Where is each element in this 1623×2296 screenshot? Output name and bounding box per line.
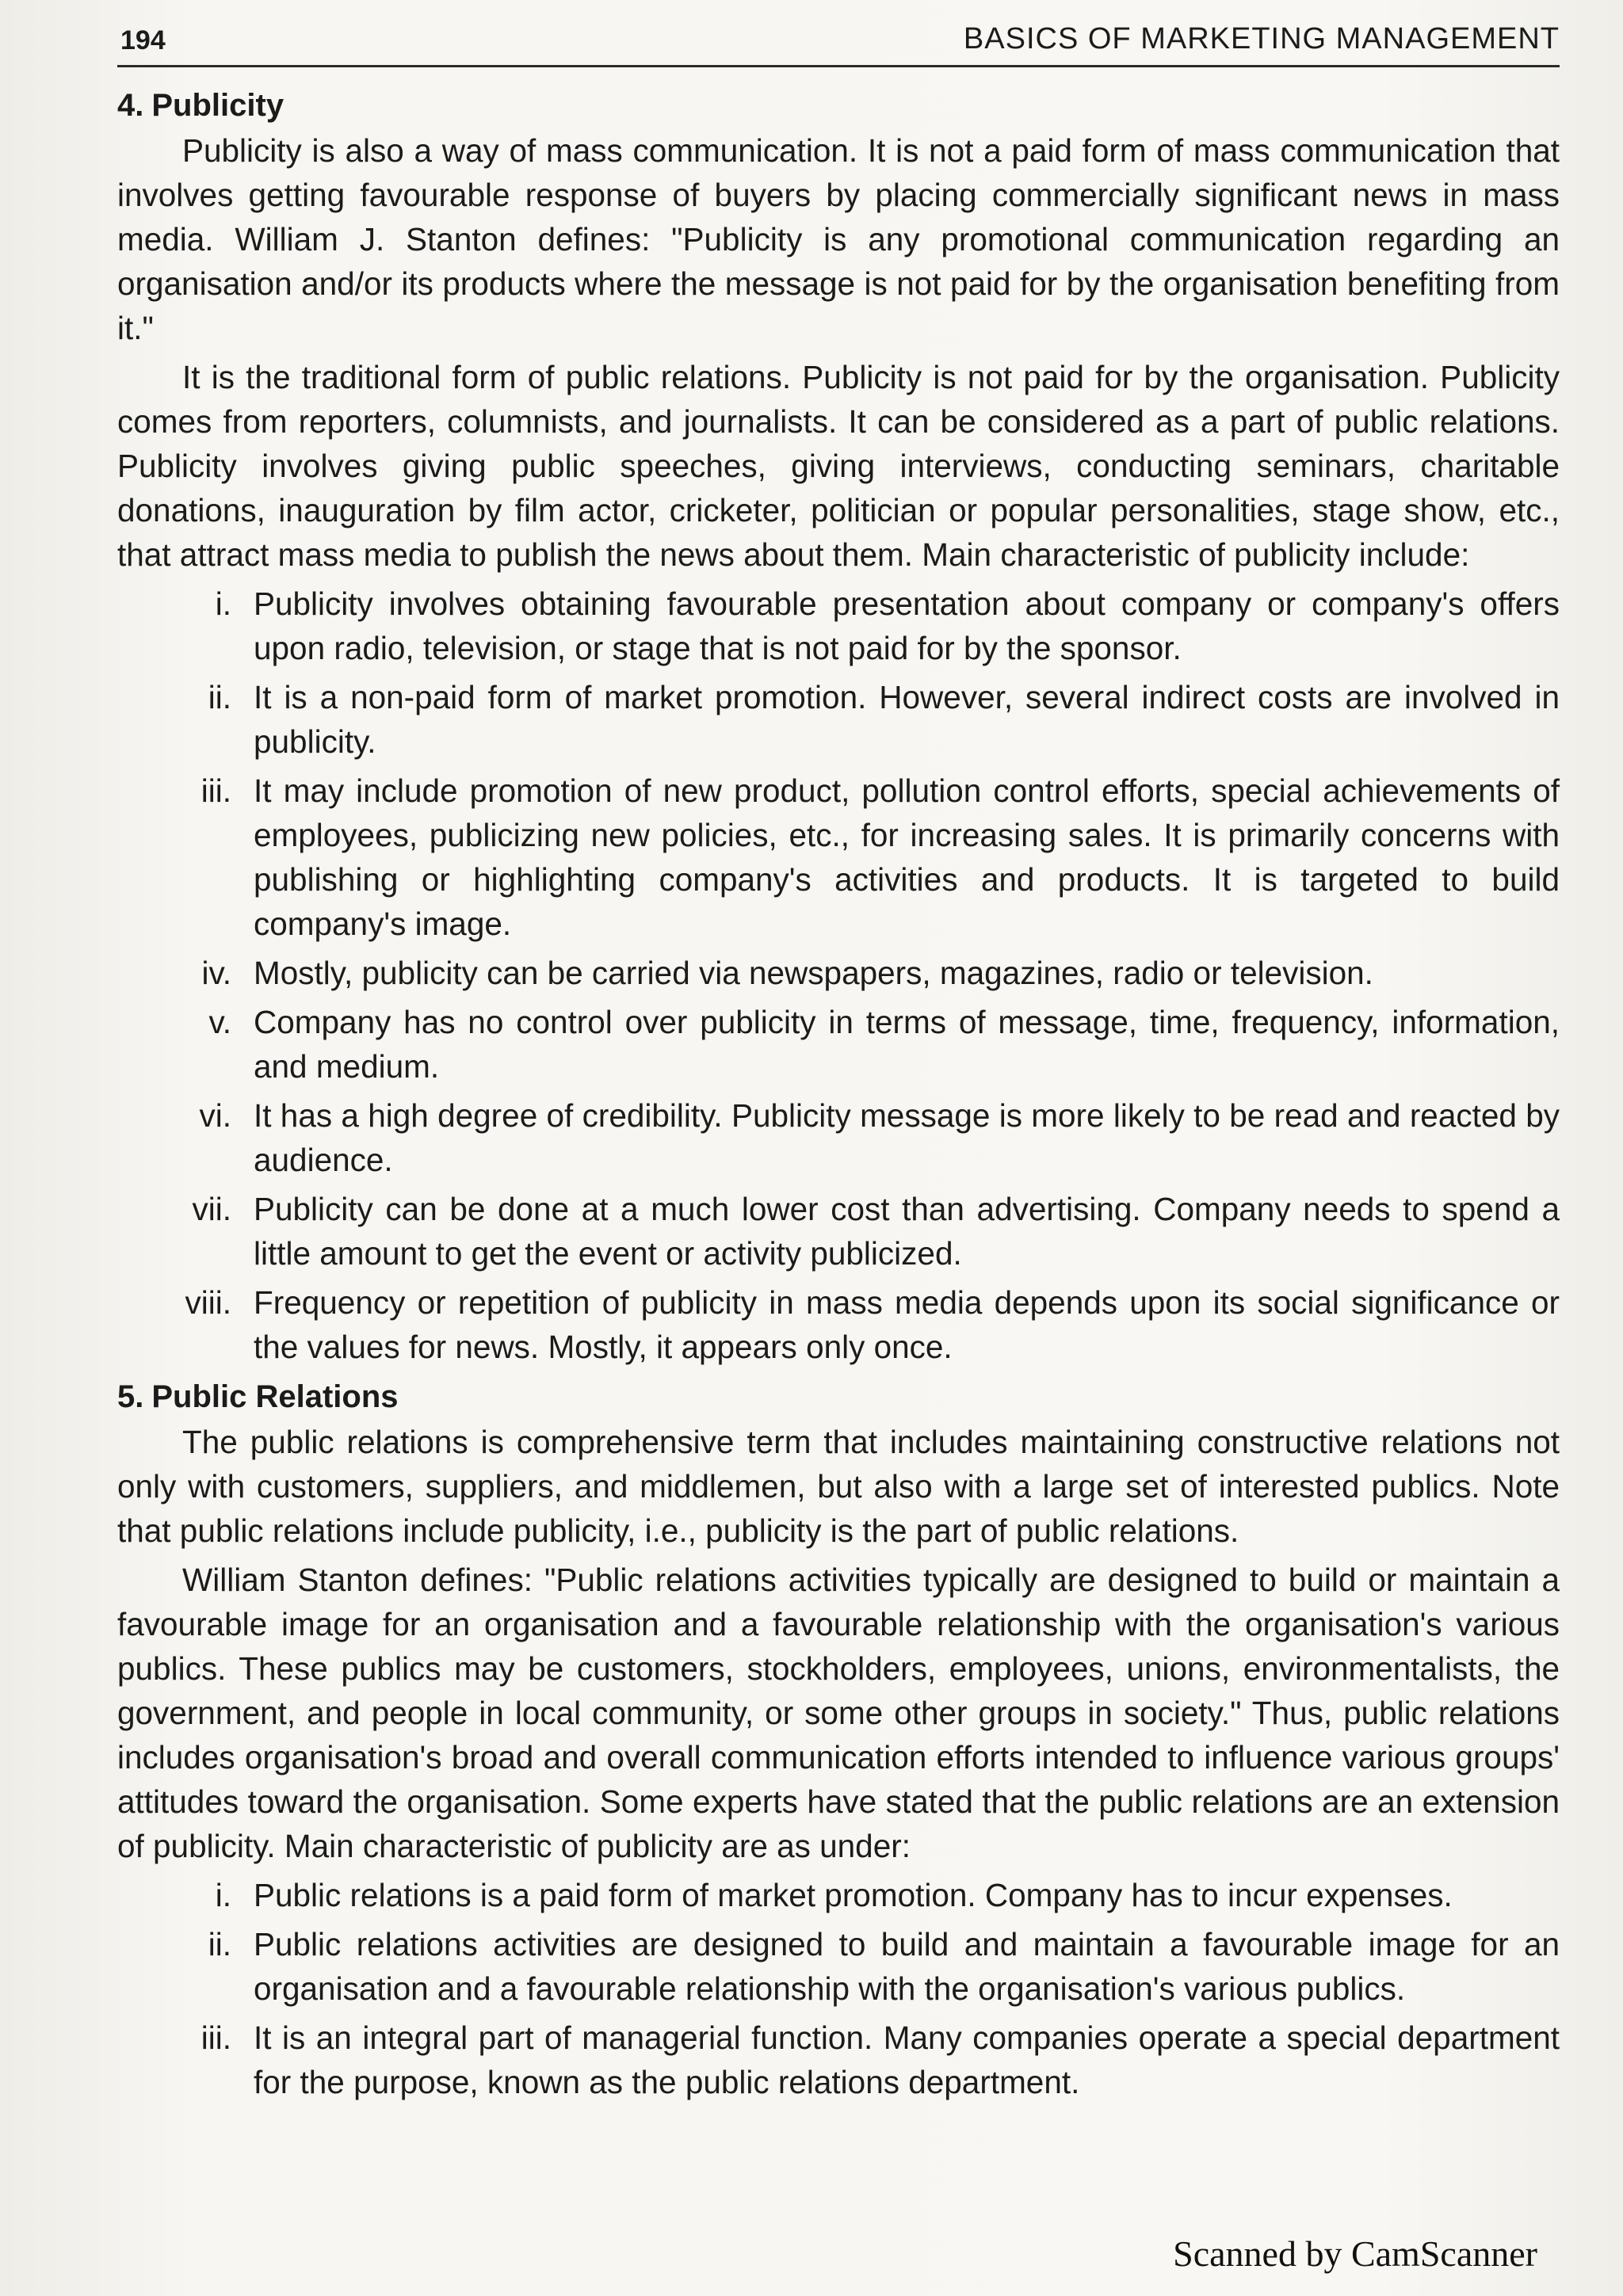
- item-number: vii.: [192, 1191, 231, 1227]
- item-number: viii.: [185, 1284, 231, 1321]
- paragraph: It is the traditional form of public relations. Publicity is not paid for by the organisation. Publicity comes from reporters, columnists, and journalists. It can be considered as a part of public relations. Publicity involves giving public speeches, giving interviews, conducting seminars, charitable donations, inauguration by film actor, cricketer, politician or popular personalities, stage show, etc., that attract mass media to publish the news about them. Main characteristic of publicity include:: [117, 359, 1560, 573]
- paragraph: Publicity is also a way of mass communication. It is not a paid form of mass communication that involves getting favourable response of buyers by placing commercially significant news in mass media. William J. Stanton defines: "Publicity is any promotional communication regarding an organisation and/or its products where the message is not paid for by the organisation benefiting from it.": [117, 132, 1560, 346]
- list-item: [117, 1922, 1560, 2011]
- section-number: 5.: [117, 1379, 144, 1414]
- item-number: vi.: [199, 1097, 231, 1134]
- item-number: ii.: [208, 1926, 231, 1962]
- list-item: [117, 1873, 1560, 1917]
- item-text: It may include promotion of new product, pollution control efforts, special achievements of employees, publicizing new policies, etc., for increasing sales. It is primarily concerns with publishing or highlighting company's activities and products. It is targeted to build company's image.: [254, 772, 1560, 942]
- item-text: Frequency or repetition of publicity in mass media depends upon its social significance or the values for news. Mostly, it appears only once.: [254, 1284, 1560, 1365]
- item-number: i.: [215, 1877, 231, 1913]
- page-number: 194: [120, 25, 166, 55]
- public-relations-characteristics-list: [117, 1873, 1560, 2104]
- item-text: It has a high degree of credibility. Publicity message is more likely to be read and reacted by audience.: [254, 1097, 1560, 1178]
- item-text: It is an integral part of managerial function. Many companies operate a special department for the purpose, known as the public relations department.: [254, 2019, 1560, 2100]
- paragraph: The public relations is comprehensive term that includes maintaining constructive relations not only with customers, suppliers, and middlemen, but also with a large set of interested publics. Note that public relations include publicity, i.e., publicity is the part of public relations.: [117, 1424, 1560, 1549]
- paragraph: William Stanton defines: "Public relations activities typically are designed to build or maintain a favourable image for an organisation and a favourable relationship with the organisation's various publics. These publics may be customers, stockholders, employees, unions, environmentalists, the government, and people in local community, or some other groups in society." Thus, public relations includes organisation's broad and overall communication efforts intended to influence various groups' attitudes toward the organisation. Some experts have stated that the public relations are an extension of publicity. Main characteristic of publicity are as under:: [117, 1562, 1560, 1864]
- running-head: BASICS OF MARKETING MANAGEMENT: [963, 22, 1560, 55]
- scanner-watermark: Scanned by CamScanner: [1173, 2233, 1537, 2274]
- item-text: Mostly, publicity can be carried via newspapers, magazines, radio or television.: [254, 955, 1373, 991]
- item-text: Publicity can be done at a much lower cost than advertising. Company needs to spend a little amount to get the event or activity publicized.: [254, 1191, 1560, 1272]
- page-content: [117, 82, 1560, 2109]
- list-item: [117, 1093, 1560, 1182]
- list-item: [117, 2016, 1560, 2104]
- item-text: Public relations activities are designed to build and maintain a favourable image for an organisation and a favourable relationship with the organisation's various publics.: [254, 1926, 1560, 2007]
- section-number: 4.: [117, 88, 144, 123]
- item-number: iii.: [200, 772, 231, 809]
- item-number: v.: [208, 1004, 231, 1040]
- item-number: iv.: [201, 955, 231, 991]
- item-text: Public relations is a paid form of market promotion. Company has to incur expenses.: [254, 1877, 1453, 1913]
- section-heading-public-relations: [117, 1374, 1560, 1420]
- item-number: i.: [215, 585, 231, 622]
- list-item: [117, 1187, 1560, 1276]
- list-item: [117, 1280, 1560, 1369]
- list-item: [117, 675, 1560, 764]
- list-item: [117, 951, 1560, 995]
- section-heading-publicity: [117, 82, 1560, 128]
- list-item: [117, 582, 1560, 670]
- list-item: [117, 1000, 1560, 1089]
- item-text: It is a non-paid form of market promotion. However, several indirect costs are involved in publicity.: [254, 679, 1560, 760]
- section-title: Publicity: [151, 88, 285, 123]
- item-text: Publicity involves obtaining favourable presentation about company or company's offers upon radio, television, or stage that is not paid for by the sponsor.: [254, 585, 1560, 666]
- section-title: Public Relations: [151, 1379, 399, 1414]
- page-header: [117, 22, 1560, 67]
- item-number: ii.: [208, 679, 231, 715]
- item-text: Company has no control over publicity in terms of message, time, frequency, information, and medium.: [254, 1004, 1560, 1085]
- list-item: [117, 769, 1560, 946]
- publicity-characteristics-list: [117, 582, 1560, 1369]
- item-number: iii.: [200, 2019, 231, 2056]
